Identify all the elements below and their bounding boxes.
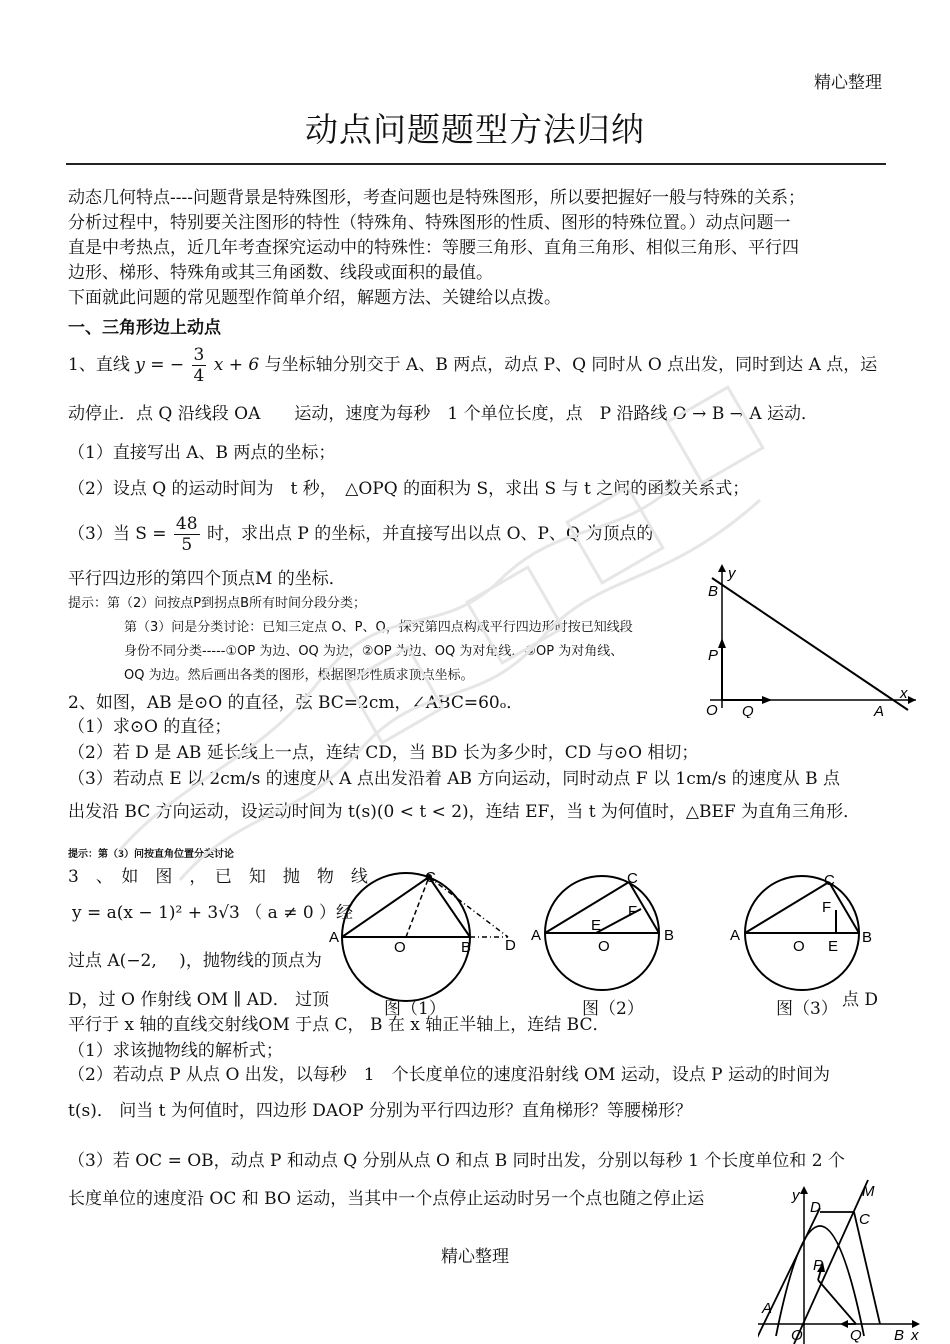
q1-p3-fraction <box>174 514 200 555</box>
label-p: P <box>813 1257 824 1274</box>
y-axis-arrow <box>800 1186 808 1194</box>
q1-p3-pre: （3）当 S = <box>68 524 167 544</box>
line-ab <box>712 578 908 710</box>
q2-part1: （1）求⊙O 的直径； <box>68 717 232 737</box>
q1-line2: 动停止．点 Q 沿线段 OA 运动，速度为每秒 1 个单位长度，点 P 沿路线 O → B → A 运动． <box>68 404 819 424</box>
p-arrow-head <box>718 638 726 648</box>
q1-part1: （1）直接写出 A、B 两点的坐标； <box>68 443 336 463</box>
label-a: A <box>531 927 542 944</box>
label-o: O <box>793 938 805 955</box>
q3-part2b: t(s)． 问当 t 为何值时，四边形 DAOP 分别为平行四边形？直角梯形？等腰梯形？ <box>68 1101 692 1121</box>
q1-stem <box>68 345 877 386</box>
x-axis-arrow <box>908 696 916 704</box>
chord-ac <box>342 877 429 937</box>
q1-part3 <box>68 514 653 555</box>
label-o: O <box>791 1327 803 1344</box>
label-a: A <box>329 929 340 946</box>
label-x: x <box>911 1327 919 1344</box>
label-a: A <box>874 703 885 718</box>
q3-line3: 过点 A(−2, )，抛物线的顶点为 <box>68 951 322 971</box>
q1-pre: 1、直线 <box>68 355 130 375</box>
label-a: A <box>730 927 741 944</box>
q1-eq-lhs: y = − <box>135 355 185 375</box>
intro-line: 动态几何特点----问题背景是特殊图形，考查问题也是特殊图形，所以要把握好一般与特殊的关系； <box>68 188 805 208</box>
footer-note: 精心整理 <box>441 1247 509 1267</box>
label-o: O <box>394 939 406 956</box>
label-b: B <box>894 1327 905 1344</box>
q1-fraction <box>192 345 207 386</box>
label-q: Q <box>742 703 754 718</box>
intro-line: 分析过程中，特别要关注图形的特性（特殊角、特殊图形的性质、图形的特殊位置。）动点问题一 <box>68 213 791 233</box>
q1-p3-post: 时，求出点 P 的坐标，并直接写出以点 O、P、Q 为顶点的 <box>206 524 654 544</box>
label-e: E <box>828 938 839 955</box>
label-e: E <box>591 917 602 934</box>
label-y: y <box>792 1187 800 1204</box>
figure-caption: 图（1） <box>384 999 446 1019</box>
q3-line4-end: 点 D <box>842 990 879 1010</box>
q-arrow-head <box>762 696 772 704</box>
chord-bc <box>429 877 470 937</box>
label-b: B <box>708 583 719 600</box>
fraction-denominator: 5 <box>181 535 193 555</box>
q3-part3a: （3）若 OC = OB，动点 P 和动点 Q 分别从点 O 和点 B 同时出发，分别以每秒 1 个长度单位和 2 个 <box>68 1151 845 1171</box>
intro-line: 边形、梯形、特殊角或其三角函数、线段或面积的最值。 <box>68 263 493 283</box>
q1-post: 与坐标轴分别交于 A、B 两点，动点 P、Q 同时从 O 点出发，同时到达 A 点，运 <box>264 355 878 375</box>
q2-stem: 2、如图，AB 是⊙O 的直径，弦 BC=2cm，∠ABC=60ₒ． <box>68 693 524 713</box>
figure-caption: 图（2） <box>582 999 644 1019</box>
chord-ac <box>545 882 629 933</box>
intro-line: 下面就此问题的常见题型作简单介绍，解题方法、关键给以点拨。 <box>68 288 561 308</box>
label-c: C <box>627 870 638 887</box>
label-a: A <box>762 1300 773 1317</box>
fraction-numerator: 3 <box>193 345 205 365</box>
q-arrow-head <box>840 1320 848 1328</box>
label-c: C <box>824 872 835 889</box>
q3-line4: D，过 O 作射线 OM ∥ AD． 过顶 <box>68 990 330 1010</box>
q3-line2: y = a(x − 1)² + 3√3 （ a ≠ 0 ）经 <box>72 903 354 923</box>
section-heading: 一、三角形边上动点 <box>68 318 221 338</box>
q2-part3b: 出发沿 BC 方向运动，设运动时间为 t(s)(0 < t < 2)，连结 EF，当 t 为何值时，△BEF 为直角三角形． <box>68 802 861 822</box>
label-f: F <box>628 903 638 920</box>
intro-line: 直是中考热点，近几年考查探究运动中的特殊性：等腰三角形、直角三角形、相似三角形、平行四 <box>68 238 799 258</box>
label-b: B <box>862 929 873 946</box>
q3-part3b: 长度单位的速度沿 OC 和 BO 运动，当其中一个点停止运动时另一个点也随之停止运 <box>68 1189 705 1209</box>
title-divider <box>66 163 886 165</box>
y-axis-arrow <box>718 564 726 572</box>
q1-hint: 提示：第（2）问按点P到拐点B所有时间分段分类； <box>68 596 367 611</box>
q3-part2a: （2）若动点 P 从点 O 出发，以每秒 1 个长度单位的速度沿射线 OM 运动，设点 P 运动的时间为 <box>68 1065 831 1085</box>
figure-caption: 图（3） <box>776 999 838 1019</box>
q1-eq-rhs: x + 6 <box>213 355 260 375</box>
chord-bc <box>829 882 859 933</box>
q1-hint: OQ 为边。然后画出各类的图形，根据图形性质求顶点坐标。 <box>124 668 474 683</box>
q1-part3-line2: 平行四边形的第四个顶点M 的坐标． <box>68 569 346 589</box>
q2-part2: （2）若 D 是 AB 延长线上一点，连结 CD，当 BD 长为多少时，CD 与⊙O 相切； <box>68 743 699 763</box>
q2-part3a: （3）若动点 E 以 2cm/s 的速度从 A 点出发沿着 AB 方向运动，同时动点 F 以 1cm/s 的速度从 B 点 <box>68 769 841 789</box>
intro-paragraph <box>68 186 884 311</box>
page-title: 动点问题题型方法归纳 <box>305 110 645 149</box>
header-note: 精心整理 <box>814 73 882 93</box>
q1-part2: （2）设点 Q 的运动时间为 t 秒， △OPQ 的面积为 S，求出 S 与 t 之间的函数关系式； <box>68 479 750 499</box>
q3-line5: 平行于 x 轴的直线交射线OM 于点 C， B 在 x 轴正半轴上，连结 BC． <box>68 1015 610 1035</box>
label-x: x <box>900 685 908 702</box>
label-o: O <box>598 938 610 955</box>
q1-hint: 第（3）问是分类讨论：已知三定点 O、P、Q，探究第四点构成平行四边形时按已知线段 <box>124 620 633 635</box>
label-o: O <box>706 702 718 718</box>
label-b: B <box>664 927 675 944</box>
q3-line1: 3 、 如 图 ， 已 知 抛 物 线 <box>68 867 368 887</box>
segment-pq <box>818 1280 856 1324</box>
q1-hint: 身份不同分类-----①OP 为边、OQ 为边，②OP 为边、OQ 为对角线，③OP 为对角线、 <box>124 644 624 659</box>
label-d: D <box>505 937 516 954</box>
q2-hint: 提示：第（3）问按直角位置分类讨论 <box>68 849 235 860</box>
q3-part1: （1）求该抛物线的解析式； <box>68 1041 283 1061</box>
fraction-denominator: 4 <box>193 366 205 386</box>
label-c: C <box>859 1211 870 1228</box>
label-b: B <box>461 939 472 956</box>
label-y: y <box>728 565 736 582</box>
q1-figure <box>690 560 922 718</box>
fraction-numerator: 48 <box>175 514 198 534</box>
label-p: P <box>708 647 719 664</box>
label-d: D <box>810 1199 821 1216</box>
label-q: Q <box>850 1327 862 1344</box>
label-m: M <box>862 1183 875 1200</box>
label-c: C <box>425 869 436 886</box>
chord-ac <box>745 882 832 933</box>
label-f: F <box>822 899 832 916</box>
